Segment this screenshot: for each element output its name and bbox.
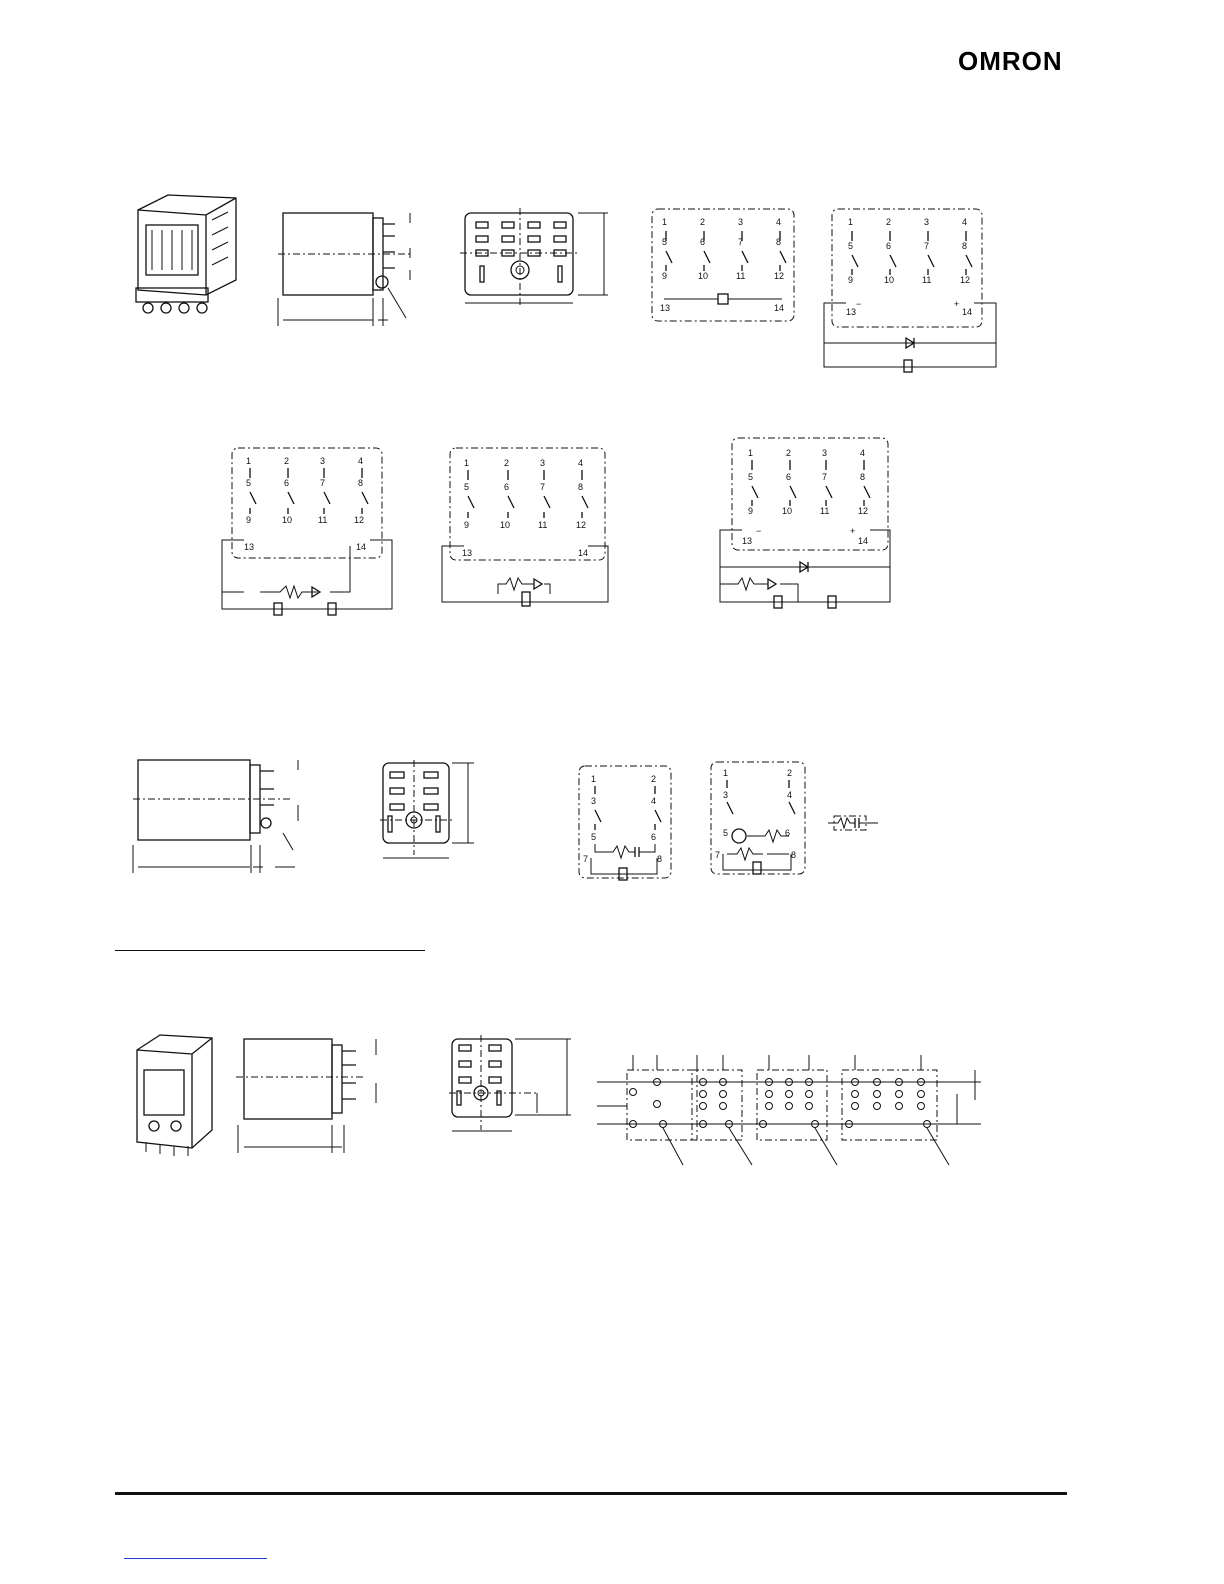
terminal-label: 13 xyxy=(742,536,753,546)
terminal-label: 11 xyxy=(538,520,548,530)
terminal-label: 5 xyxy=(464,482,470,492)
section-divider xyxy=(115,950,425,951)
terminal-label: 10 xyxy=(500,520,511,530)
terminal-label: 5 xyxy=(848,241,854,251)
terminal-label: 11 xyxy=(318,515,328,525)
terminal-label: 1 xyxy=(748,448,754,458)
terminal-label: 12 xyxy=(354,515,365,525)
terminal-label: 13 xyxy=(244,542,255,552)
schematic-4pole-led-diode xyxy=(718,436,893,611)
terminal-label: 4 xyxy=(860,448,866,458)
terminal-label: 4 xyxy=(787,790,793,800)
terminal-label: 4 xyxy=(776,217,782,227)
terminal-label: 2 xyxy=(284,456,290,466)
footer-rule xyxy=(115,1492,1067,1495)
terminal-label: 6 xyxy=(786,472,792,482)
terminal-label: 1 xyxy=(464,458,470,468)
terminal-label: 5 xyxy=(723,828,729,838)
terminal-label: 2 xyxy=(504,458,510,468)
omron-logo-text: OMRON xyxy=(958,46,1063,76)
terminal-label: 3 xyxy=(320,456,326,466)
terminal-label: 6 xyxy=(785,828,791,838)
terminal-label: 1 xyxy=(662,217,668,227)
relay-2pole-bottom-view-b xyxy=(449,1035,579,1140)
terminal-label: 13 xyxy=(660,303,671,313)
terminal-label: 2 xyxy=(651,774,657,784)
terminal-label: 1 xyxy=(723,768,729,778)
terminal-label: 10 xyxy=(698,271,709,281)
schematic-4pole-basic xyxy=(650,207,800,325)
terminal-label: 5 xyxy=(662,237,668,247)
terminal-label: 8 xyxy=(578,482,584,492)
terminal-label: 8 xyxy=(776,237,782,247)
terminal-label: 11 xyxy=(736,271,746,281)
terminal-label: 7 xyxy=(583,854,589,864)
terminal-label: 6 xyxy=(284,478,290,488)
schematic-4pole-led-bipolar xyxy=(440,446,612,606)
terminal-label: 14 xyxy=(356,542,367,552)
terminal-label: 14 xyxy=(858,536,869,546)
footer-link-underline[interactable] xyxy=(124,1558,267,1559)
terminal-label: 12 xyxy=(774,271,785,281)
terminal-label: 2 xyxy=(787,768,793,778)
terminal-label: 13 xyxy=(462,548,473,558)
terminal-label: 2 xyxy=(786,448,792,458)
terminal-label: 7 xyxy=(715,850,721,860)
terminal-label: 8 xyxy=(791,850,797,860)
terminal-label: 3 xyxy=(723,790,729,800)
relay-4pole-bottom-view xyxy=(460,208,610,333)
terminal-label: 7 xyxy=(822,472,828,482)
terminal-label: 6 xyxy=(886,241,892,251)
terminal-label: 6 xyxy=(700,237,706,247)
relay-2pole-photo xyxy=(132,1030,217,1160)
relay-2pole-side-view xyxy=(133,755,303,880)
omron-logo xyxy=(958,45,1068,80)
terminal-label: 10 xyxy=(282,515,293,525)
terminal-label: 10 xyxy=(884,275,895,285)
terminal-label: 12 xyxy=(858,506,869,516)
terminal-label: 8 xyxy=(860,472,866,482)
terminal-label: 1 xyxy=(246,456,252,466)
terminal-label: 8 xyxy=(962,241,968,251)
terminal-label: 14 xyxy=(578,548,589,558)
terminal-label: 9 xyxy=(662,271,668,281)
polarity-plus: + xyxy=(850,526,856,536)
terminal-label: 5 xyxy=(748,472,754,482)
relay-2pole-bottom-view xyxy=(380,760,485,865)
polarity-minus: − xyxy=(756,526,762,536)
terminal-label: 3 xyxy=(540,458,546,468)
terminal-label: 14 xyxy=(962,307,973,317)
terminal-label: 8 xyxy=(657,854,663,864)
terminal-label: 4 xyxy=(962,217,968,227)
terminal-label: 1 xyxy=(848,217,854,227)
relay-2pole-side-view-b xyxy=(236,1035,386,1155)
terminal-label: 11 xyxy=(820,506,830,516)
terminal-label: 9 xyxy=(748,506,754,516)
terminal-label: 7 xyxy=(320,478,326,488)
schematic-4pole-led xyxy=(220,446,395,616)
terminal-label: 6 xyxy=(504,482,510,492)
terminal-label: 5 xyxy=(246,478,252,488)
terminal-label: 6 xyxy=(651,832,657,842)
pcb-mounting-holes xyxy=(597,1040,987,1170)
terminal-label: 4 xyxy=(358,456,364,466)
terminal-label: 7 xyxy=(540,482,546,492)
terminal-label: 7 xyxy=(738,237,744,247)
terminal-label: 10 xyxy=(782,506,793,516)
terminal-label: 2 xyxy=(700,217,706,227)
schematic-4pole-diode xyxy=(822,207,1012,372)
terminal-label: 4 xyxy=(578,458,584,468)
terminal-label: 14 xyxy=(774,303,785,313)
schematic-2pole-led-rc xyxy=(709,760,809,878)
terminal-label: 4 xyxy=(651,796,657,806)
terminal-label: 5 xyxy=(591,832,597,842)
terminal-label: 2 xyxy=(886,217,892,227)
terminal-label: 1 xyxy=(591,774,597,784)
relay-4pole-photo xyxy=(128,190,243,320)
terminal-label: 3 xyxy=(822,448,828,458)
relay-4pole-side-view xyxy=(278,208,418,328)
terminal-label: 12 xyxy=(960,275,971,285)
terminal-label: 9 xyxy=(848,275,854,285)
terminal-label: 3 xyxy=(738,217,744,227)
terminal-label: 9 xyxy=(464,520,470,530)
rc-element-symbol xyxy=(828,812,883,837)
terminal-label: 11 xyxy=(922,275,932,285)
terminal-label: 8 xyxy=(358,478,364,488)
terminal-label: 9 xyxy=(246,515,252,525)
terminal-label: 7 xyxy=(924,241,930,251)
schematic-2pole-rc xyxy=(577,764,677,882)
polarity-plus: + xyxy=(954,299,960,309)
terminal-label: 12 xyxy=(576,520,587,530)
terminal-label: 13 xyxy=(846,307,857,317)
polarity-minus: − xyxy=(856,299,862,309)
terminal-label: 3 xyxy=(591,796,597,806)
terminal-label: 3 xyxy=(924,217,930,227)
